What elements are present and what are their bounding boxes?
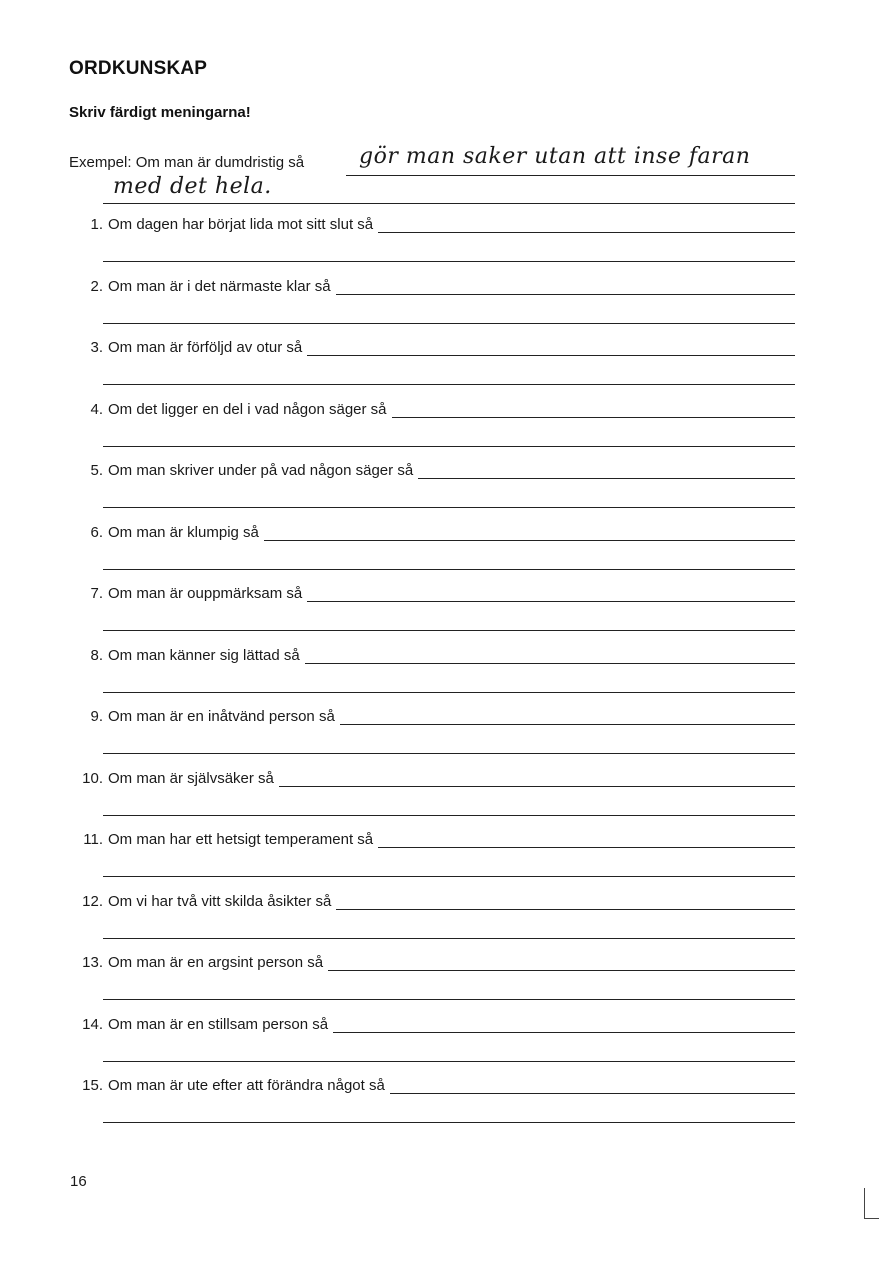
exercise-item [69, 579, 795, 641]
exercise-number: 8. [90, 646, 103, 664]
exercise-number: 12. [82, 892, 103, 910]
exercise-list [69, 210, 795, 1133]
exercise-prompt: Om man är klumpig så [108, 523, 259, 541]
answer-line[interactable] [340, 723, 795, 725]
exercise-prompt-row [69, 456, 795, 482]
exercise-item [69, 456, 795, 518]
exercise-item [69, 764, 795, 826]
example-row-continuation [103, 176, 795, 204]
example-handwritten-answer: gör man saker utan att inse faran [359, 144, 751, 169]
exercise-prompt-row [69, 518, 795, 544]
exercise-number: 5. [90, 462, 103, 479]
answer-line-continuation[interactable] [103, 507, 795, 508]
exercise-prompt: Om man är ouppmärksam så [108, 585, 303, 602]
exercise-prompt-row [69, 579, 795, 605]
answer-line-continuation[interactable] [103, 261, 795, 262]
exercise-item [69, 272, 795, 334]
exercise-item [69, 1010, 795, 1072]
exercise-item [69, 887, 795, 949]
answer-line-continuation[interactable] [103, 938, 795, 939]
exercise-item [69, 702, 795, 764]
page-title: ORDKUNSKAP [69, 58, 208, 79]
exercise-prompt: Om man har ett hetsigt temperament så [108, 831, 374, 848]
exercise-number: 6. [90, 523, 103, 541]
answer-line-continuation[interactable] [103, 999, 795, 1000]
exercise-prompt-row [69, 825, 795, 851]
exercise-item [69, 1071, 795, 1133]
exercise-prompt: Om man är en inåtvänd person så [108, 708, 335, 725]
answer-line[interactable] [328, 969, 795, 971]
answer-line[interactable] [333, 1031, 795, 1033]
exercise-item [69, 825, 795, 887]
exercise-number: 10. [82, 769, 103, 787]
answer-line[interactable] [390, 1092, 795, 1094]
answer-line-continuation[interactable] [103, 815, 795, 816]
exercise-item [69, 948, 795, 1010]
answer-line-continuation[interactable] [103, 446, 795, 447]
exercise-prompt-row [69, 641, 795, 667]
answer-line[interactable] [378, 231, 795, 233]
answer-line[interactable] [305, 662, 795, 664]
exercise-prompt-row [69, 1071, 795, 1097]
exercise-prompt: Om man är ute efter att förändra något så [108, 1077, 385, 1094]
exercise-prompt-row [69, 210, 795, 236]
answer-line[interactable] [336, 908, 795, 910]
exercise-prompt-row [69, 702, 795, 728]
exercise-number: 9. [90, 708, 103, 725]
exercise-item [69, 395, 795, 457]
exercise-prompt: Om vi har två vitt skilda åsikter så [108, 892, 332, 910]
exercise-number: 13. [82, 954, 103, 971]
answer-line[interactable] [307, 600, 795, 602]
answer-line-continuation[interactable] [103, 384, 795, 385]
exercise-number: 1. [90, 216, 103, 233]
answer-line[interactable] [307, 354, 795, 356]
exercise-item [69, 518, 795, 580]
exercise-number: 2. [90, 277, 103, 295]
exercise-number: 11. [83, 831, 103, 848]
corner-mark [864, 1188, 879, 1219]
answer-line[interactable] [279, 785, 795, 787]
answer-line-continuation[interactable] [103, 1122, 795, 1123]
answer-line[interactable] [392, 416, 795, 418]
answer-line-continuation[interactable] [103, 692, 795, 693]
answer-line-continuation[interactable] [103, 323, 795, 324]
exercise-prompt: Om man är förföljd av otur så [108, 339, 303, 356]
answer-line-continuation[interactable] [103, 876, 795, 877]
exercise-number: 7. [90, 585, 103, 602]
exercise-prompt: Om dagen har börjat lida mot sitt slut så [108, 216, 374, 233]
answer-line[interactable] [378, 846, 795, 848]
example-answer-line-2 [103, 203, 795, 204]
answer-line-continuation[interactable] [103, 569, 795, 570]
exercise-prompt: Om det ligger en del i vad någon säger så [108, 400, 387, 418]
exercise-prompt-row [69, 887, 795, 913]
exercise-prompt: Om man är i det närmaste klar så [108, 277, 331, 295]
exercise-item [69, 210, 795, 272]
exercise-number: 4. [90, 400, 103, 418]
exercise-prompt-row [69, 333, 795, 359]
example-handwritten-answer-2: med det hela. [113, 174, 272, 199]
exercise-prompt: Om man är en argsint person så [108, 954, 324, 971]
exercise-number: 3. [90, 339, 103, 356]
answer-line-continuation[interactable] [103, 630, 795, 631]
answer-line[interactable] [418, 477, 795, 479]
exercise-prompt: Om man skriver under på vad någon säger så [108, 462, 414, 479]
exercise-number: 14. [82, 1015, 103, 1033]
answer-line[interactable] [264, 539, 795, 541]
exercise-prompt: Om man känner sig lättad så [108, 646, 300, 664]
exercise-prompt: Om man är en stillsam person så [108, 1015, 329, 1033]
answer-line-continuation[interactable] [103, 1061, 795, 1062]
example-prompt: Exempel: Om man är dumdristig så [69, 154, 305, 171]
exercise-number: 15. [82, 1077, 103, 1094]
exercise-prompt-row [69, 948, 795, 974]
exercise-item [69, 641, 795, 703]
exercise-prompt-row [69, 764, 795, 790]
instruction-text: Skriv färdigt meningarna! [69, 104, 251, 121]
answer-line[interactable] [336, 293, 795, 295]
answer-line-continuation[interactable] [103, 753, 795, 754]
exercise-prompt: Om man är självsäker så [108, 769, 274, 787]
exercise-prompt-row [69, 1010, 795, 1036]
page-number: 16 [70, 1173, 87, 1190]
exercise-item [69, 333, 795, 395]
exercise-prompt-row [69, 395, 795, 421]
exercise-prompt-row [69, 272, 795, 298]
example-row [69, 144, 795, 176]
